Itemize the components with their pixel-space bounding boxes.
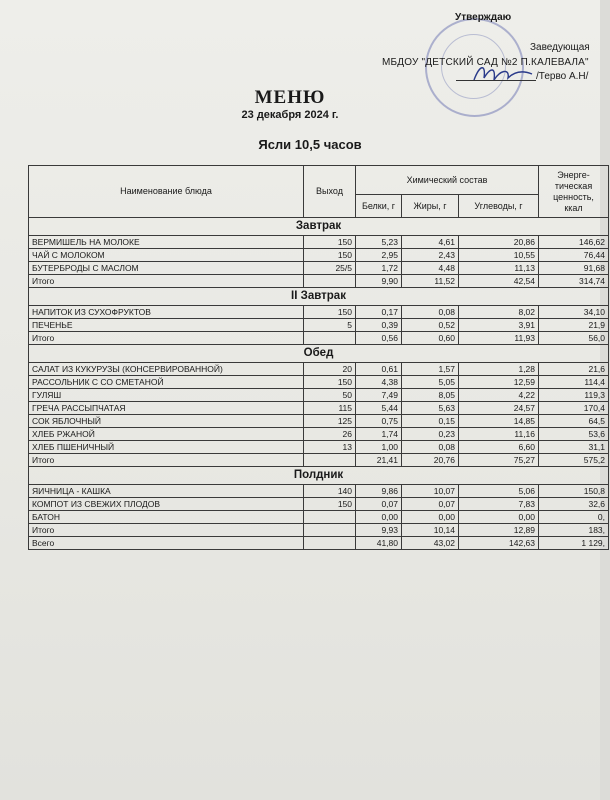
col-header-carbs: Углеводы, г — [459, 195, 539, 218]
dish-energy: 64,5 — [539, 415, 609, 428]
dish-protein: 0,17 — [356, 306, 402, 319]
dish-name: ХЛЕБ ПШЕНИЧНЫЙ — [29, 441, 304, 454]
total-row — [29, 524, 609, 537]
dish-energy: 21,9 — [539, 319, 609, 332]
approval-signer: /Терво А.Н/ — [536, 71, 589, 82]
approval-organization: МБДОУ "ДЕТСКИЙ САД №2 П.КАЛЕВАЛА" — [382, 57, 589, 68]
dish-name: ГРЕЧА РАССЫПЧАТАЯ — [29, 402, 304, 415]
dish-carbs: 11,13 — [459, 262, 539, 275]
dish-yield: 150 — [304, 306, 356, 319]
dish-name: ЧАЙ С МОЛОКОМ — [29, 249, 304, 262]
total-row — [29, 332, 609, 345]
table-row — [29, 306, 609, 319]
dish-carbs: 8,02 — [459, 306, 539, 319]
dish-yield: 50 — [304, 389, 356, 402]
dish-yield: 13 — [304, 441, 356, 454]
dish-carbs: 14,85 — [459, 415, 539, 428]
dish-yield: 26 — [304, 428, 356, 441]
total-fat: 10,14 — [402, 524, 459, 537]
dish-yield: 25/5 — [304, 262, 356, 275]
dish-carbs: 0,00 — [459, 511, 539, 524]
table-row — [29, 262, 609, 275]
grand-total-protein: 41,80 — [356, 537, 402, 550]
col-header-name: Наименование блюда — [29, 166, 304, 218]
dish-fat: 0,07 — [402, 498, 459, 511]
dish-fat: 5,05 — [402, 376, 459, 389]
dish-yield: 150 — [304, 236, 356, 249]
table-row — [29, 415, 609, 428]
energy-line-4: ккал — [564, 202, 583, 213]
dish-name: ВЕРМИШЕЛЬ НА МОЛОКЕ — [29, 236, 304, 249]
dish-protein: 1,72 — [356, 262, 402, 275]
grand-total-fat: 43,02 — [402, 537, 459, 550]
dish-fat: 2,43 — [402, 249, 459, 262]
total-label: Итого — [29, 275, 304, 288]
dish-energy: 31,1 — [539, 441, 609, 454]
total-protein: 21,41 — [356, 454, 402, 467]
dish-energy: 21,6 — [539, 363, 609, 376]
dish-name: РАССОЛЬНИК С СО СМЕТАНОЙ — [29, 376, 304, 389]
section-title: Завтрак — [29, 218, 609, 236]
total-yield-empty — [304, 454, 356, 467]
table-row — [29, 511, 609, 524]
table-row — [29, 498, 609, 511]
section-header — [29, 218, 609, 236]
total-energy: 314,74 — [539, 275, 609, 288]
approval-position: Заведующая — [530, 42, 590, 53]
dish-energy: 76,44 — [539, 249, 609, 262]
section-header — [29, 288, 609, 306]
total-protein: 9,90 — [356, 275, 402, 288]
dish-name: БУТЕРБРОДЫ С МАСЛОМ — [29, 262, 304, 275]
dish-fat: 8,05 — [402, 389, 459, 402]
total-carbs: 42,54 — [459, 275, 539, 288]
dish-fat: 4,48 — [402, 262, 459, 275]
dish-protein: 0,07 — [356, 498, 402, 511]
dish-carbs: 3,91 — [459, 319, 539, 332]
grand-total-row — [29, 537, 609, 550]
dish-energy: 114,4 — [539, 376, 609, 389]
grand-total-label: Всего — [29, 537, 304, 550]
table-row — [29, 249, 609, 262]
col-header-yield: Выход — [304, 166, 356, 218]
dish-energy: 146,62 — [539, 236, 609, 249]
total-protein: 0,56 — [356, 332, 402, 345]
table-row — [29, 389, 609, 402]
col-header-fat: Жиры, г — [402, 195, 459, 218]
dish-yield: 20 — [304, 363, 356, 376]
group-name: Ясли 10,5 часов — [258, 137, 362, 152]
total-carbs: 11,93 — [459, 332, 539, 345]
dish-carbs: 5,06 — [459, 485, 539, 498]
col-header-chem: Химический состав — [356, 166, 539, 195]
dish-fat: 5,63 — [402, 402, 459, 415]
dish-protein: 5,23 — [356, 236, 402, 249]
col-header-protein: Белки, г — [356, 195, 402, 218]
dish-energy: 34,10 — [539, 306, 609, 319]
approval-heading: Утверждаю — [455, 12, 512, 23]
table-row — [29, 485, 609, 498]
grand-total-yield-empty — [304, 537, 356, 550]
total-fat: 0,60 — [402, 332, 459, 345]
dish-name: САЛАТ ИЗ КУКУРУЗЫ (КОНСЕРВИРОВАННОЙ) — [29, 363, 304, 376]
dish-energy: 119,3 — [539, 389, 609, 402]
dish-yield: 5 — [304, 319, 356, 332]
table-row — [29, 319, 609, 332]
dish-yield: 150 — [304, 498, 356, 511]
energy-line-2: тическая — [554, 180, 593, 191]
dish-fat: 0,00 — [402, 511, 459, 524]
dish-protein: 0,00 — [356, 511, 402, 524]
section-title: Обед — [29, 345, 609, 363]
dish-yield: 140 — [304, 485, 356, 498]
dish-carbs: 7,83 — [459, 498, 539, 511]
dish-carbs: 6,60 — [459, 441, 539, 454]
dish-protein: 1,74 — [356, 428, 402, 441]
dish-name: НАПИТОК ИЗ СУХОФРУКТОВ — [29, 306, 304, 319]
dish-protein: 5,44 — [356, 402, 402, 415]
table-row — [29, 236, 609, 249]
dish-energy: 91,68 — [539, 262, 609, 275]
dish-fat: 0,23 — [402, 428, 459, 441]
dish-carbs: 20,86 — [459, 236, 539, 249]
section-title: Полдник — [29, 467, 609, 485]
grand-total-energy: 1 129, — [539, 537, 609, 550]
dish-fat: 4,61 — [402, 236, 459, 249]
dish-yield: 125 — [304, 415, 356, 428]
dish-name: БАТОН — [29, 511, 304, 524]
dish-protein: 2,95 — [356, 249, 402, 262]
section-title: II Завтрак — [29, 288, 609, 306]
total-yield-empty — [304, 332, 356, 345]
dish-fat: 10,07 — [402, 485, 459, 498]
dish-fat: 0,08 — [402, 306, 459, 319]
dish-name: ХЛЕБ РЖАНОЙ — [29, 428, 304, 441]
dish-carbs: 24,57 — [459, 402, 539, 415]
total-fat: 20,76 — [402, 454, 459, 467]
table-row — [29, 363, 609, 376]
total-yield-empty — [304, 275, 356, 288]
total-row — [29, 454, 609, 467]
page-title: МЕНЮ — [254, 87, 326, 108]
total-yield-empty — [304, 524, 356, 537]
dish-carbs: 1,28 — [459, 363, 539, 376]
menu-body — [29, 218, 609, 550]
dish-protein: 9,86 — [356, 485, 402, 498]
signature-line — [456, 80, 536, 81]
section-header — [29, 467, 609, 485]
table-row — [29, 402, 609, 415]
menu-date: 23 декабря 2024 г. — [241, 109, 339, 121]
dish-fat: 0,52 — [402, 319, 459, 332]
total-energy: 56,0 — [539, 332, 609, 345]
dish-energy: 150,8 — [539, 485, 609, 498]
total-energy: 183, — [539, 524, 609, 537]
section-header — [29, 345, 609, 363]
dish-yield — [304, 511, 356, 524]
total-row — [29, 275, 609, 288]
dish-energy: 170,4 — [539, 402, 609, 415]
dish-name: ЯИЧНИЦА - КАШКА — [29, 485, 304, 498]
table-row — [29, 376, 609, 389]
dish-protein: 0,39 — [356, 319, 402, 332]
dish-yield: 150 — [304, 249, 356, 262]
dish-name: ПЕЧЕНЬЕ — [29, 319, 304, 332]
dish-carbs: 12,59 — [459, 376, 539, 389]
dish-protein: 0,75 — [356, 415, 402, 428]
dish-carbs: 10,55 — [459, 249, 539, 262]
energy-line-1: Энерге- — [557, 169, 590, 180]
menu-table — [28, 165, 609, 550]
dish-yield: 115 — [304, 402, 356, 415]
dish-fat: 0,08 — [402, 441, 459, 454]
dish-protein: 1,00 — [356, 441, 402, 454]
dish-carbs: 4,22 — [459, 389, 539, 402]
dish-fat: 0,15 — [402, 415, 459, 428]
total-energy: 575,2 — [539, 454, 609, 467]
dish-protein: 0,61 — [356, 363, 402, 376]
dish-protein: 7,49 — [356, 389, 402, 402]
dish-energy: 32,6 — [539, 498, 609, 511]
energy-line-3: ценность, — [553, 191, 594, 202]
total-protein: 9,93 — [356, 524, 402, 537]
total-carbs: 75,27 — [459, 454, 539, 467]
dish-name: СОК ЯБЛОЧНЫЙ — [29, 415, 304, 428]
grand-total-carbs: 142,63 — [459, 537, 539, 550]
dish-carbs: 11,16 — [459, 428, 539, 441]
col-header-energy — [539, 166, 609, 218]
total-fat: 11,52 — [402, 275, 459, 288]
total-label: Итого — [29, 332, 304, 345]
dish-yield: 150 — [304, 376, 356, 389]
table-row — [29, 441, 609, 454]
dish-protein: 4,38 — [356, 376, 402, 389]
dish-energy: 53,6 — [539, 428, 609, 441]
table-row — [29, 428, 609, 441]
total-label: Итого — [29, 524, 304, 537]
total-label: Итого — [29, 454, 304, 467]
dish-name: ГУЛЯШ — [29, 389, 304, 402]
dish-energy: 0, — [539, 511, 609, 524]
total-carbs: 12,89 — [459, 524, 539, 537]
dish-name: КОМПОТ ИЗ СВЕЖИХ ПЛОДОВ — [29, 498, 304, 511]
dish-fat: 1,57 — [402, 363, 459, 376]
